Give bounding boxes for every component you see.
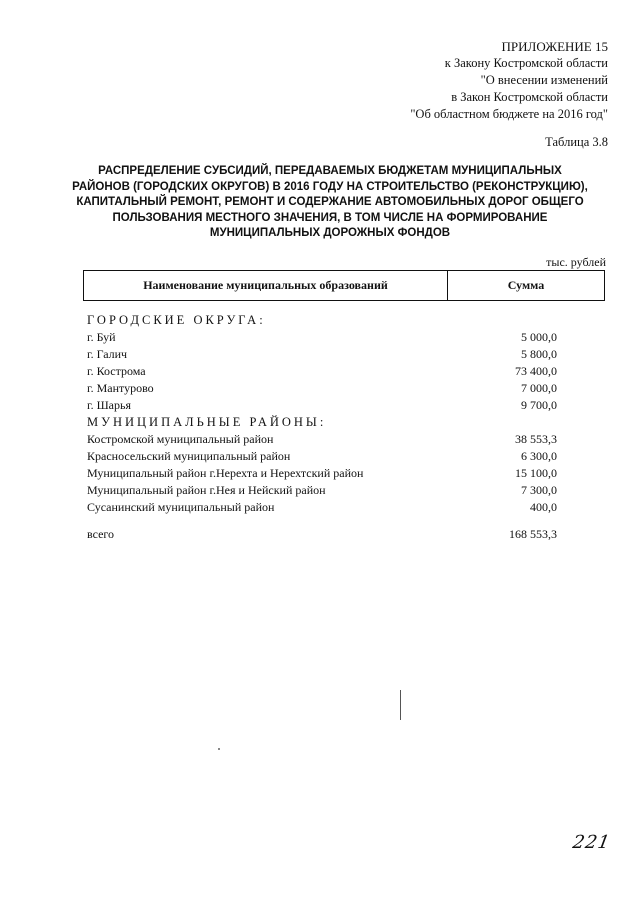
row-name: Костромской муниципальный район (87, 432, 274, 446)
row-value: 6 300,0 (521, 449, 557, 463)
row-value: 73 400,0 (515, 364, 557, 378)
total-label: всего (87, 527, 115, 541)
appendix-line: в Закон Костромской области (451, 90, 608, 104)
total-row (87, 526, 557, 543)
row-name: Красносельский муниципальный район (87, 449, 291, 463)
row-name: г. Галич (87, 347, 128, 361)
document-title: РАСПРЕДЕЛЕНИЕ СУБСИДИЙ, ПЕРЕДАВАЕМЫХ БЮДЖЕТАМ МУНИЦИПАЛЬНЫХ РАЙОНОВ (ГОРОДСКИХ ОКРУГОВ) В 2016 ГОДУ НА СТРОИТЕЛЬСТВО (РЕКОНСТРУКЦИЮ), КАПИТАЛЬНЫЙ РЕМОНТ, РЕМОНТ И СОДЕРЖАНИЕ АВТОМОБИЛЬНЫХ ДОРОГ ОБЩЕГО ПОЛЬЗОВАНИЯ МЕСТНОГО ЗНАЧЕНИЯ, В ТОМ ЧИСЛЕ НА ФОРМИРОВАНИЕ МУНИЦИПАЛЬНЫХ ДОРОЖНЫХ ФОНДОВ (72, 165, 588, 239)
header-sum-cell: Сумма (507, 278, 545, 292)
scan-mark-line (400, 690, 401, 720)
table-row (87, 482, 557, 499)
row-name: Муниципальный район г.Нея и Нейский район (87, 483, 326, 497)
row-name: г. Мантурово (87, 381, 154, 395)
table-number: Таблица 3.8 (545, 135, 608, 149)
table-row (87, 431, 557, 448)
table-row (87, 346, 557, 363)
table-row (87, 363, 557, 380)
row-value: 7 000,0 (521, 381, 557, 395)
group-label-city-districts: ГОРОДСКИЕ ОКРУГА: (87, 313, 266, 327)
row-value: 9 700,0 (521, 398, 557, 412)
row-value: 5 800,0 (521, 347, 557, 361)
header-name-cell: Наименование муниципальных образований (84, 271, 448, 300)
row-name: г. Буй (87, 330, 116, 344)
row-value: 5 000,0 (521, 330, 557, 344)
row-value: 7 300,0 (521, 483, 557, 497)
row-value: 15 100,0 (515, 466, 557, 480)
row-value: 400,0 (530, 500, 557, 514)
row-value: 38 553,3 (515, 432, 557, 446)
row-name: г. Кострома (87, 364, 146, 378)
table-row (87, 380, 557, 397)
table-row (87, 499, 557, 516)
table-row (87, 329, 557, 346)
handwritten-page-number: 221 (570, 832, 612, 853)
scan-mark-dot (218, 748, 220, 750)
appendix-line: "Об областном бюджете на 2016 год" (410, 107, 608, 121)
total-value: 168 553,3 (509, 527, 557, 541)
table-row (87, 448, 557, 465)
appendix-block (410, 38, 608, 123)
group-label-municipal-districts: МУНИЦИПАЛЬНЫЕ РАЙОНЫ: (87, 415, 327, 429)
units-label: тыс. рублей (546, 255, 606, 269)
appendix-line: ПРИЛОЖЕНИЕ 15 (501, 39, 608, 54)
table-row (87, 397, 557, 414)
spacer (87, 516, 557, 526)
table-row (87, 465, 557, 482)
table-body (87, 312, 557, 543)
appendix-line: к Закону Костромской области (444, 56, 608, 70)
row-name: г. Шарья (87, 398, 131, 412)
row-name: Сусанинский муниципальный район (87, 500, 275, 514)
table-header (83, 270, 605, 301)
appendix-line: "О внесении изменений (480, 73, 608, 87)
row-name: Муниципальный район г.Нерехта и Нерехтский район (87, 466, 364, 480)
